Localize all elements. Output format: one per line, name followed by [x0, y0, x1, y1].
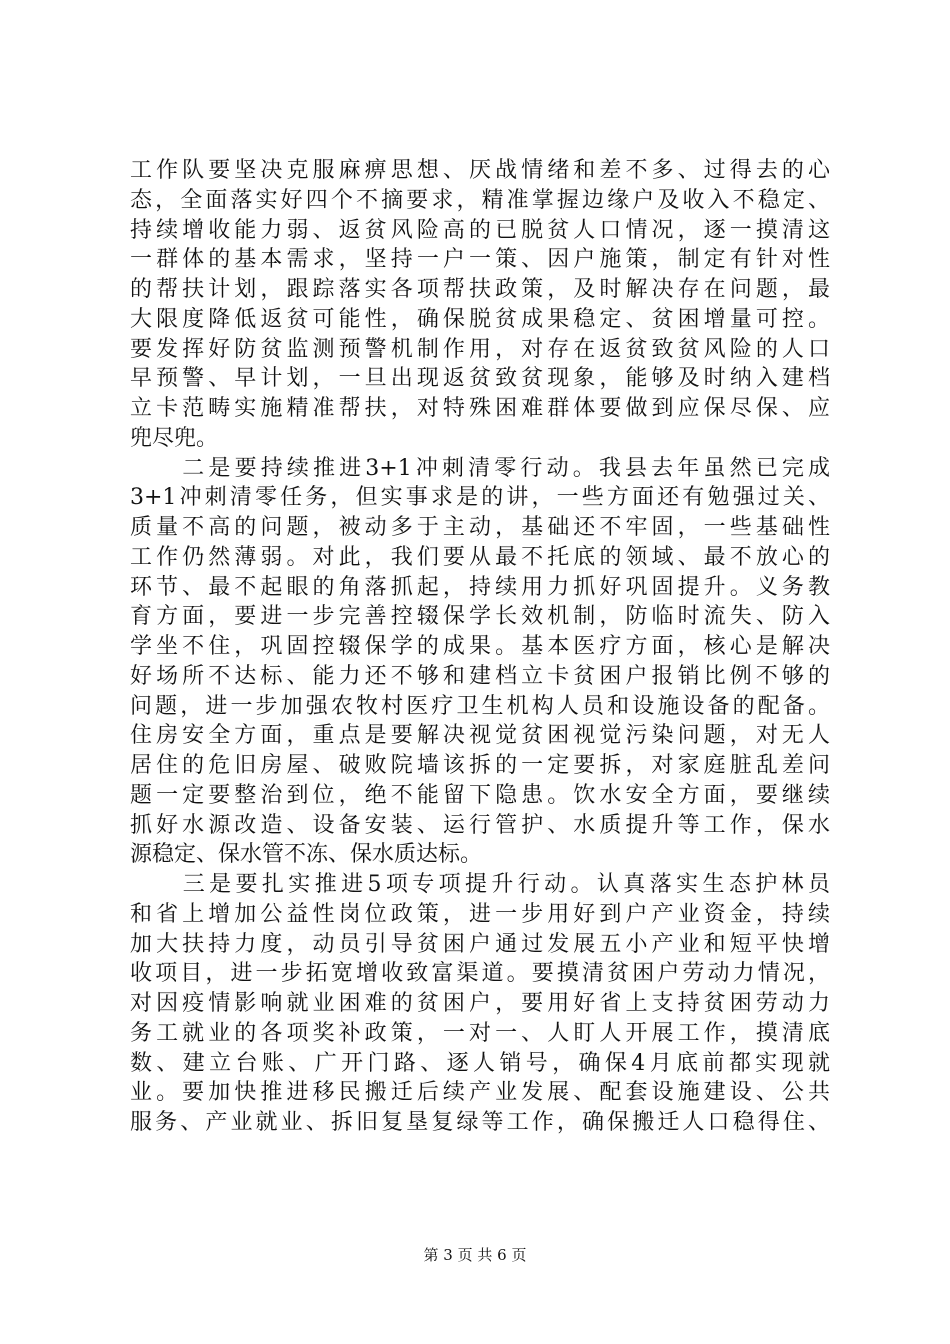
text-line: 问题，进一步加强农牧村医疗卫生机构人员和设施设备的配备。 — [130, 693, 830, 719]
text-line: 早预警、早计划，一旦出现返贫致贫现象，能够及时纳入建档 — [130, 366, 830, 392]
text-line: 态，全面落实好四个不摘要求，精准掌握边缘户及收入不稳定、 — [130, 187, 830, 213]
text-line: 居住的危旧房屋、破败院墙该拆的一定要拆，对家庭脏乱差问 — [130, 753, 830, 778]
text-line: 工作仍然薄弱。对此，我们要从最不托底的领域、最不放心的 — [130, 544, 830, 570]
text-line: 持续增收能力弱、返贫风险高的已脱贫人口情况，逐一摸清这 — [130, 217, 830, 243]
text-line: 服务、产业就业、拆旧复垦复绿等工作，确保搬迁人口稳得住、 — [130, 1110, 830, 1135]
text-line: 二是要持续推进3+1冲刺清零行动。我县去年虽然已完成 — [130, 455, 830, 481]
text-line: 对因疫情影响就业困难的贫困户，要用好省上支持贫困劳动力 — [130, 991, 830, 1016]
text-line: 质量不高的问题，被动多于主动，基础还不牢固，一些基础性 — [130, 515, 830, 540]
text-line: 收项目，进一步拓宽增收致富渠道。要摸清贫困户劳动力情况， — [130, 961, 830, 987]
text-line: 兜尽兜。 — [130, 425, 219, 451]
text-line: 业。要加快推进移民搬迁后续产业发展、配套设施建设、公共 — [130, 1080, 830, 1106]
text-line: 大限度降低返贫可能性，确保脱贫成果稳定、贫困增量可控。 — [130, 306, 830, 332]
text-line: 立卡范畴实施精准帮扶，对特殊困难群体要做到应保尽保、应 — [130, 396, 830, 421]
text-line: 抓好水源改造、设备安装、运行管护、水质提升等工作，保水 — [130, 812, 830, 838]
text-line: 的帮扶计划，跟踪落实各项帮扶政策，及时解决存在问题，最 — [130, 277, 830, 302]
text-line: 环节、最不起眼的角落抓起，持续用力抓好巩固提升。义务教 — [130, 574, 830, 600]
text-line: 学坐不住，巩固控辍保学的成果。基本医疗方面，核心是解决 — [130, 634, 830, 659]
text-line: 好场所不达标、能力还不够和建档立卡贫困户报销比例不够的 — [130, 663, 830, 689]
text-line: 工作队要坚决克服麻痹思想、厌战情绪和差不多、过得去的心 — [130, 158, 830, 183]
page-footer: 第 3 页 共 6 页 — [423, 1246, 527, 1264]
text-line: 题一定要整治到位，绝不能留下隐患。饮水安全方面，要继续 — [130, 782, 830, 808]
text-line: 3+1冲刺清零任务，但实事求是的讲，一些方面还有勉强过关、 — [130, 485, 830, 511]
text-line: 一群体的基本需求，坚持一户一策、因户施策，制定有针对性 — [130, 247, 830, 273]
text-line: 源稳定、保水管不冻、保水质达标。 — [130, 842, 483, 868]
text-line: 加大扶持力度，动员引导贫困户通过发展五小产业和短平快增 — [130, 931, 830, 957]
text-line: 务工就业的各项奖补政策，一对一、人盯人开展工作，摸清底 — [130, 1020, 830, 1046]
text-line: 育方面，要进一步完善控辍保学长效机制，防临时流失、防入 — [130, 604, 830, 630]
text-line: 数、建立台账、广开门路、逐人销号，确保4月底前都实现就 — [130, 1050, 830, 1076]
text-line: 住房安全方面，重点是要解决视觉贫困视觉污染问题，对无人 — [130, 723, 830, 749]
text-line: 和省上增加公益性岗位政策，进一步用好到户产业资金，持续 — [130, 901, 830, 927]
document-body — [130, 156, 830, 1138]
text-line: 要发挥好防贫监测预警机制作用，对存在返贫致贫风险的人口 — [130, 336, 830, 362]
text-line: 三是要扎实推进5项专项提升行动。认真落实生态护林员 — [130, 872, 830, 897]
